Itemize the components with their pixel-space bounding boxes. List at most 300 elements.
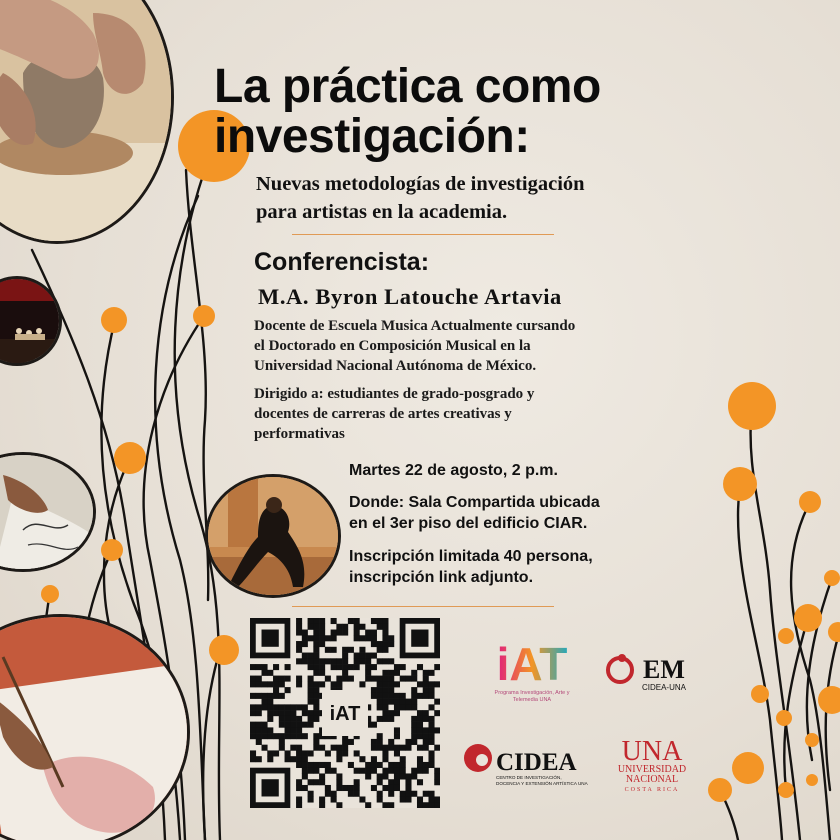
qr-module (256, 704, 262, 710)
qr-module (377, 773, 383, 779)
qr-module (319, 664, 325, 670)
qr-module (417, 727, 423, 733)
qr-module (325, 768, 331, 774)
subtitle-line-2: para artistas en la academia. (256, 201, 508, 223)
qr-module (434, 681, 440, 687)
subtitle-line-1: Nuevas metodologías de investigación (256, 173, 585, 195)
qr-module (428, 716, 434, 722)
qr-module (411, 768, 417, 774)
qr-module (354, 653, 360, 659)
qr-module (308, 687, 314, 693)
qr-module (411, 630, 428, 647)
qr-module (319, 802, 325, 808)
qr-module (411, 716, 417, 722)
qr-module (336, 756, 342, 762)
qr-module (400, 762, 406, 768)
qr-module (296, 750, 302, 756)
qr-module (262, 681, 268, 687)
qr-module (342, 750, 348, 756)
qr-module (302, 704, 308, 710)
qr-module (313, 710, 319, 716)
qr-module (336, 785, 342, 791)
qr-module (365, 768, 371, 774)
qr-module (371, 785, 377, 791)
qr-module (262, 779, 279, 796)
qr-module (273, 750, 279, 756)
qr-module (359, 756, 365, 762)
qr-module (354, 618, 360, 624)
em-logo-mark (606, 648, 696, 696)
qr-module (331, 745, 337, 751)
qr-module (394, 681, 400, 687)
qr-module (296, 704, 302, 710)
qr-module (382, 756, 388, 762)
qr-module (359, 658, 365, 664)
qr-module (279, 681, 285, 687)
qr-module (417, 756, 423, 762)
qr-module (423, 745, 429, 751)
qr-module (394, 750, 400, 756)
qr-module (296, 641, 302, 647)
qr-module (273, 710, 279, 716)
qr-module (400, 796, 406, 802)
qr-module (273, 693, 279, 699)
qr-module (394, 762, 400, 768)
qr-module (417, 802, 423, 808)
qr-module (308, 676, 314, 682)
qr-module (354, 779, 360, 785)
qr-module (319, 670, 325, 676)
una-logo-mark (612, 734, 692, 796)
qr-module (348, 676, 354, 682)
qr-module (417, 745, 423, 751)
divider-bottom (292, 606, 554, 607)
qr-module (405, 791, 411, 797)
qr-module (394, 727, 400, 733)
qr-module (365, 670, 371, 676)
qr-module (394, 699, 400, 705)
qr-module (428, 727, 434, 733)
qr-module (371, 653, 377, 659)
cidea-caption: CENTRO DE INVESTIGACIÓN, (496, 775, 562, 780)
qr-module (336, 773, 342, 779)
qr-module (285, 704, 291, 710)
qr-module (313, 670, 319, 676)
qr-module (394, 670, 400, 676)
qr-module (417, 796, 423, 802)
qr-module (302, 653, 308, 659)
qr-module (262, 745, 268, 751)
qr-module (308, 768, 314, 774)
qr-module (405, 739, 411, 745)
qr-module (308, 653, 314, 659)
qr-module (313, 745, 319, 751)
qr-module (313, 733, 319, 739)
qr-module (371, 739, 377, 745)
qr-module (388, 779, 394, 785)
qr-module (434, 773, 440, 779)
qr-module (382, 687, 388, 693)
qr-module (256, 693, 262, 699)
qr-module (325, 785, 331, 791)
qr-module (308, 693, 314, 699)
qr-module (394, 785, 400, 791)
qr-module (377, 699, 383, 705)
qr-module (423, 762, 429, 768)
qr-module (250, 750, 256, 756)
qr-module (296, 618, 302, 624)
qr-module (308, 762, 314, 768)
qr-module (336, 676, 342, 682)
qr-module (382, 630, 388, 636)
una-line: COSTA RICA (624, 787, 680, 793)
qr-module (342, 647, 348, 653)
qr-module (279, 693, 285, 699)
qr-module (400, 693, 406, 699)
qr-module (279, 710, 285, 716)
qr-module (382, 641, 388, 647)
qr-module (302, 710, 308, 716)
qr-module (256, 733, 262, 739)
bio-line: Universidad Nacional Autónoma de México. (254, 358, 537, 374)
una-line: NACIONAL (625, 774, 679, 785)
qr-module (302, 750, 308, 756)
qr-module (382, 693, 388, 699)
qr-module (388, 802, 394, 808)
qr-module (394, 704, 400, 710)
qr-module (400, 704, 406, 710)
qr-module (377, 687, 383, 693)
qr-module (267, 727, 273, 733)
qr-module (388, 716, 394, 722)
qr-module (400, 791, 406, 797)
qr-module (308, 791, 314, 797)
qr-module (296, 716, 302, 722)
qr-module (313, 653, 319, 659)
qr-module (325, 658, 331, 664)
qr-module (428, 796, 434, 802)
dancer-photo (205, 474, 341, 598)
qr-module (348, 762, 354, 768)
qr-module (382, 670, 388, 676)
qr-module (296, 733, 302, 739)
qr-module (319, 779, 325, 785)
qr-module (313, 618, 319, 624)
qr-module (377, 745, 383, 751)
qr-module (302, 658, 308, 664)
qr-module (302, 635, 308, 641)
qr-module (285, 687, 291, 693)
qr-module (331, 791, 337, 797)
qr-module (382, 716, 388, 722)
qr-module (428, 681, 434, 687)
qr-module (428, 722, 434, 728)
qr-module (319, 641, 325, 647)
qr-center-logo: iAT (329, 703, 361, 725)
qr-module (423, 681, 429, 687)
qr-module (325, 750, 331, 756)
event-registration-line: inscripción link adjunto. (349, 569, 534, 586)
qr-module (428, 704, 434, 710)
qr-module (348, 785, 354, 791)
qr-module (423, 791, 429, 797)
qr-module (428, 739, 434, 745)
qr-module (313, 779, 319, 785)
qr-module (331, 635, 337, 641)
qr-module (325, 762, 331, 768)
qr-module (279, 739, 285, 745)
qr-module (279, 716, 285, 722)
qr-module (377, 676, 383, 682)
qr-module (273, 676, 279, 682)
qr-module (302, 768, 308, 774)
qr-module (342, 745, 348, 751)
qr-module (296, 785, 302, 791)
qr-module (302, 756, 308, 762)
qr-module (256, 727, 262, 733)
qr-module (377, 618, 383, 624)
qr-module (411, 676, 417, 682)
qr-module (434, 699, 440, 705)
qr-module (382, 635, 388, 641)
qr-module (377, 739, 383, 745)
qr-module (365, 773, 371, 779)
qr-module (371, 630, 377, 636)
qr-module (411, 791, 417, 797)
qr-module (382, 768, 388, 774)
qr-module (313, 693, 319, 699)
qr-module (319, 658, 325, 664)
qr-module (434, 664, 440, 670)
qr-module (417, 779, 423, 785)
em-caption: CIDEA-UNA (641, 683, 687, 692)
qr-module (382, 802, 388, 808)
qr-module (336, 664, 342, 670)
qr-module (382, 624, 388, 630)
qr-module (428, 762, 434, 768)
qr-module (308, 779, 314, 785)
qr-module (250, 693, 256, 699)
qr-module (388, 670, 394, 676)
qr-module (411, 739, 417, 745)
qr-module (411, 699, 417, 705)
qr-module (388, 699, 394, 705)
qr-module (423, 733, 429, 739)
qr-module (400, 745, 406, 751)
qr-module (256, 710, 262, 716)
qr-module (308, 699, 314, 705)
qr-module (308, 624, 314, 630)
qr-module (371, 762, 377, 768)
qr-module (400, 768, 406, 774)
qr-module (371, 693, 377, 699)
qr-module (256, 756, 262, 762)
qr-module (250, 664, 256, 670)
qr-module (262, 670, 268, 676)
qr-module (279, 704, 285, 710)
qr-module (250, 756, 256, 762)
qr-module (342, 664, 348, 670)
qr-module (354, 791, 360, 797)
qr-module (417, 762, 423, 768)
qr-module (302, 630, 308, 636)
qr-module (331, 630, 337, 636)
qr-module (365, 653, 371, 659)
qr-module (428, 733, 434, 739)
qr-module (417, 733, 423, 739)
qr-module (382, 681, 388, 687)
event-date: Martes 22 de agosto, 2 p.m. (349, 462, 558, 479)
qr-module (382, 785, 388, 791)
qr-module (382, 618, 388, 624)
qr-module (365, 664, 371, 670)
qr-module (267, 670, 273, 676)
qr-module (313, 664, 319, 670)
qr-module (394, 768, 400, 774)
qr-module (354, 624, 360, 630)
qr-module (308, 710, 314, 716)
qr-module (250, 681, 256, 687)
qr-module (250, 733, 256, 739)
qr-module (250, 704, 256, 710)
qr-module (394, 779, 400, 785)
qr-module (290, 716, 296, 722)
em-logo-text: EM (643, 655, 685, 684)
qr-module (331, 768, 337, 774)
qr-module (273, 733, 279, 739)
qr-module (423, 768, 429, 774)
cidea-logo-mark (462, 738, 590, 790)
qr-module (354, 750, 360, 756)
qr-module (296, 762, 302, 768)
qr-module (354, 630, 360, 636)
qr-module (382, 710, 388, 716)
qr-module (342, 739, 348, 745)
qr-module (428, 670, 434, 676)
iat-logo-mark (478, 636, 586, 708)
qr-module (354, 785, 360, 791)
qr-module (348, 618, 354, 624)
qr-module (273, 681, 279, 687)
qr-module (377, 733, 383, 739)
qr-module (428, 687, 434, 693)
qr-module (377, 796, 383, 802)
qr-module (285, 733, 291, 739)
qr-module (359, 681, 365, 687)
qr-module (342, 785, 348, 791)
qr-module (434, 768, 440, 774)
qr-module (423, 670, 429, 676)
qr-module (400, 773, 406, 779)
qr-module (313, 658, 319, 664)
qr-module (400, 756, 406, 762)
qr-module (405, 704, 411, 710)
iat-caption: Telemedia UNA (512, 697, 552, 703)
event-location-line: Donde: Sala Compartida ubicada (349, 494, 600, 511)
qr-module (423, 727, 429, 733)
una-logo (612, 734, 692, 796)
qr-module (319, 773, 325, 779)
qr-module (348, 664, 354, 670)
qr-module (302, 773, 308, 779)
qr-module (313, 687, 319, 693)
qr-module (262, 704, 268, 710)
qr-module (428, 802, 434, 808)
qr-module (382, 773, 388, 779)
qr-module (388, 693, 394, 699)
qr-module (256, 739, 262, 745)
qr-module (285, 727, 291, 733)
qr-module (308, 635, 314, 641)
qr-module (325, 635, 331, 641)
qr-module (348, 647, 354, 653)
qr-module (434, 745, 440, 751)
qr-module (394, 710, 400, 716)
qr-code[interactable] (250, 618, 440, 808)
qr-module (313, 647, 319, 653)
qr-module (371, 664, 377, 670)
qr-module (313, 762, 319, 768)
qr-module (371, 745, 377, 751)
qr-module (267, 756, 273, 762)
qr-module (250, 722, 256, 728)
qr-module (290, 756, 296, 762)
qr-module (365, 802, 371, 808)
qr-module (296, 779, 302, 785)
bio-line: el Doctorado en Composición Musical en la (254, 338, 531, 354)
qr-module (417, 722, 423, 728)
qr-module (308, 658, 314, 664)
qr-module (279, 745, 285, 751)
qr-module (423, 710, 429, 716)
qr-module (377, 791, 383, 797)
qr-module (405, 699, 411, 705)
audience-line: performativas (254, 426, 345, 442)
cidea-logo (462, 738, 590, 790)
qr-module (371, 641, 377, 647)
qr-module (417, 693, 423, 699)
qr-module (377, 716, 383, 722)
qr-module (319, 796, 325, 802)
qr-module (405, 676, 411, 682)
qr-module (296, 658, 302, 664)
cidea-caption: DOCENCIA Y EXTENSIÓN ARTÍSTICA UNA (496, 781, 588, 786)
qr-module (348, 739, 354, 745)
qr-module (319, 618, 325, 624)
bio-line: Docente de Escuela Musica Actualmente cursando (254, 318, 576, 334)
qr-module (296, 727, 302, 733)
qr-module (400, 664, 406, 670)
qr-module (359, 647, 365, 653)
iat-logo-text: iAT (496, 638, 568, 690)
qr-module (342, 630, 348, 636)
qr-module (331, 681, 337, 687)
qr-module (256, 676, 262, 682)
qr-module (377, 681, 383, 687)
qr-module (423, 716, 429, 722)
una-logo-text: UNA (621, 736, 683, 767)
qr-module (394, 664, 400, 670)
qr-module (423, 802, 429, 808)
qr-module (359, 635, 365, 641)
qr-module (405, 796, 411, 802)
qr-module (302, 722, 308, 728)
qr-module (285, 710, 291, 716)
qr-module (296, 624, 302, 630)
qr-module (290, 745, 296, 751)
qr-module (331, 664, 337, 670)
qr-module (302, 762, 308, 768)
